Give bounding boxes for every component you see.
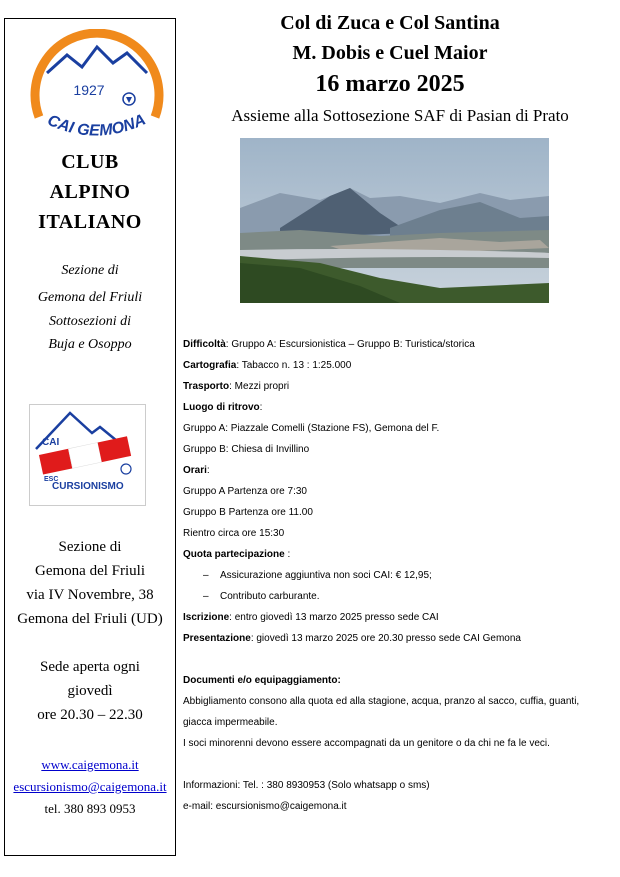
iscrizione-label: Iscrizione	[183, 612, 230, 623]
svg-text:CAI GEMONA	[45, 111, 149, 137]
cartografia-value: : Tabacco n. 13 : 1:25.000	[236, 360, 352, 371]
event-date: 16 marzo 2025	[315, 71, 465, 97]
difficolta-row	[183, 339, 475, 350]
opening-line-1: Sede aperta ogni	[40, 659, 140, 675]
equip-line-1: Abbigliamento consono alla quota ed alla stagione, acqua, pranzo al sacco, cuffia, guanti,	[183, 696, 580, 707]
equip-line-2: giacca impermeabile.	[183, 717, 278, 728]
section-line-2: Gemona del Friuli	[37, 290, 143, 305]
club-line-1: CLUB	[61, 151, 119, 173]
subtitle: Assieme alla Sottosezione SAF di Pasian di Prato	[231, 106, 569, 125]
escur-letters: ESC	[44, 476, 59, 483]
title-line-1: Col di Zuca e Col Santina	[280, 12, 500, 34]
info-email: e-mail: escursionismo@caigemona.it	[183, 801, 347, 812]
info-phone: Informazioni: Tel. : 380 8930953 (Solo whatsapp o sms)	[183, 780, 430, 791]
presentazione-row	[183, 633, 521, 644]
difficolta-value: : Gruppo A: Escursionistica – Gruppo B: Turistica/storica	[225, 339, 475, 350]
ritrovo-a: Gruppo A: Piazzale Comelli (Stazione FS), Gemona del F.	[183, 423, 440, 434]
opening-line-2: giovedì	[67, 683, 113, 699]
rientro: Rientro circa ore 15:30	[183, 528, 285, 539]
bullet-dash: –	[203, 591, 209, 602]
orari-colon: :	[206, 465, 210, 476]
club-line-3: ITALIANO	[38, 211, 142, 233]
orari-a: Gruppo A Partenza ore 7:30	[183, 486, 307, 497]
opening-line-3: ore 20.30 – 22.30	[37, 707, 143, 723]
iscrizione-row	[183, 612, 439, 623]
email-link[interactable]: escursionismo@caigemona.it	[13, 779, 167, 794]
section-line-3: Sottosezioni di	[48, 314, 132, 329]
website-link[interactable]: www.caigemona.it	[41, 757, 139, 772]
address-line-1: Sezione di	[58, 539, 122, 555]
documenti-heading	[183, 675, 341, 686]
ritrovo-label: Luogo di ritrovo	[183, 402, 260, 413]
ritrovo-b: Gruppo B: Chiesa di Invillino	[183, 444, 310, 455]
trasporto-value: : Mezzi propri	[229, 381, 290, 392]
difficolta-label: Difficoltà	[183, 339, 226, 350]
orari-row	[183, 465, 210, 476]
quota-row	[183, 549, 290, 560]
trasporto-row	[183, 381, 289, 392]
orari-label: Orari	[183, 465, 207, 476]
sidebar	[4, 18, 176, 856]
documenti-label: Documenti e/o equipaggiamento:	[183, 675, 341, 686]
quota-colon: :	[284, 549, 291, 560]
presentazione-label: Presentazione	[183, 633, 251, 644]
ritrovo-row	[183, 402, 262, 413]
section-line-4: Buja e Osoppo	[48, 337, 132, 352]
mountain-valley-photo	[240, 138, 549, 303]
minori-note: I soci minorenni devono essere accompagnati da un genitore o da chi ne fa le veci.	[183, 738, 550, 749]
escursionismo-logo	[29, 404, 146, 506]
orari-b: Gruppo B Partenza ore 11.00	[183, 507, 313, 518]
cartografia-label: Cartografia	[183, 360, 237, 371]
quota-item: Contributo carburante.	[220, 591, 320, 602]
quota-label: Quota partecipazione	[183, 549, 285, 560]
cai-gemona-logo	[27, 29, 167, 137]
quota-item: Assicurazione aggiuntiva non soci CAI: € 12,95;	[220, 570, 432, 581]
logo-name: CAI GEMONA	[44, 111, 149, 137]
ritrovo-colon: :	[259, 402, 263, 413]
presentazione-value: : giovedì 13 marzo 2025 ore 20.30 presso sede CAI Gemona	[250, 633, 521, 644]
address-line-3: via IV Novembre, 38	[26, 587, 154, 603]
iscrizione-value: : entro giovedì 13 marzo 2025 presso sede CAI	[229, 612, 439, 623]
trasporto-label: Trasporto	[183, 381, 230, 392]
phone-text: tel. 380 893 0953	[44, 801, 136, 816]
section-line-1: Sezione di	[61, 263, 119, 278]
logo-year: 1927	[73, 82, 105, 98]
club-line-2: ALPINO	[49, 181, 131, 203]
cartografia-row	[183, 360, 351, 371]
address-line-4: Gemona del Friuli (UD)	[17, 611, 163, 627]
address-line-2: Gemona del Friuli	[35, 563, 145, 579]
bullet-dash: –	[203, 570, 209, 581]
title-line-2: M. Dobis e Cuel Maior	[292, 42, 488, 64]
escur-word: CURSIONISMO	[52, 481, 124, 492]
escur-cai: CAI	[42, 437, 60, 448]
